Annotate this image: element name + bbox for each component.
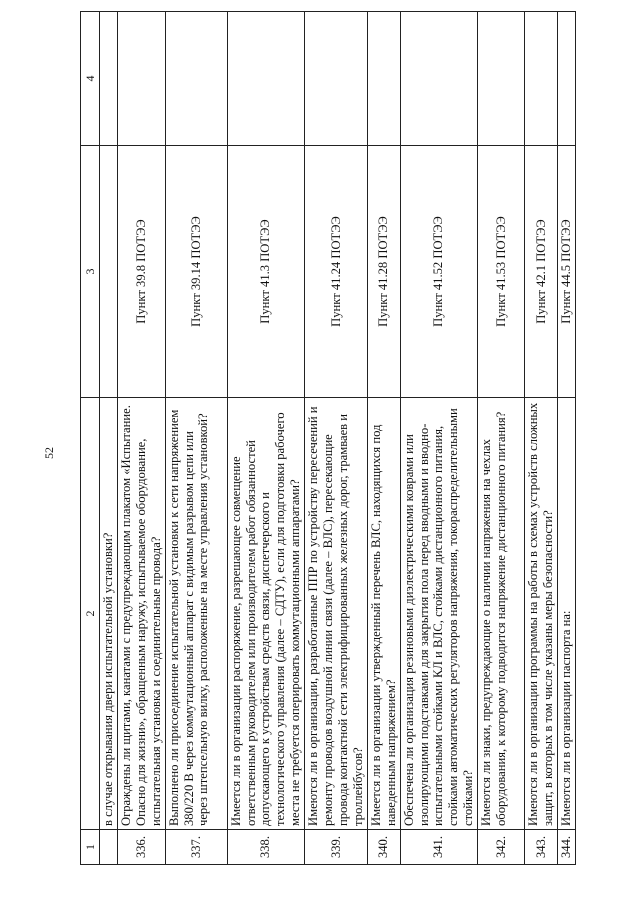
row-question: Имеется ли в организации утвержденный перечень ВЛС, находящихся под наведенным напряжением? — [367, 398, 400, 830]
row-number: 338. — [227, 830, 305, 865]
row-answer — [305, 12, 368, 146]
row-reference — [100, 146, 118, 398]
row-reference: Пункт 41.3 ПОТЭЭ — [227, 146, 305, 398]
row-question: Имеются ли в организации паспорта на: — [557, 398, 575, 830]
table-header-row — [81, 12, 100, 865]
row-question: Имеются ли в организации программы на работы в схемах устройств сложных защит, в которых в том числе указаны меры безопасности? — [525, 398, 558, 830]
row-question: в случае открывания двери испытательной установки? — [100, 398, 118, 830]
row-question: Имеется ли в организации распоряжение, разрешающее совмещение ответственным руководителем или производителем работ обязанностей допускающего к устройствам средств связи, диспетчерского и технологического управления (далее – СДТУ), если для подготовки рабочего места не требуется оперировать коммутационными аппаратами? — [227, 398, 305, 830]
row-reference: Пункт 42.1 ПОТЭЭ — [525, 146, 558, 398]
table-row — [227, 12, 305, 865]
row-answer — [227, 12, 305, 146]
row-question: Имеются ли в организации, разработанные ППР по устройству пересечений и ремонту проводов воздушной линии связи (далее – ВЛС), пересекающие провода контактной сети электрифицированных железных дорог, трамваев и троллейбусов? — [305, 398, 368, 830]
row-number: 342. — [478, 830, 525, 865]
header-col-2: 2 — [81, 398, 100, 830]
row-question: Обеспечена ли организация резиновыми диэлектрическими коврами или изолирующими подставками для закрытия пола перед вводными и вводно-испытательными стойками КЛ и ВЛС, стойками дистанционного питания, стойками автоматических регуляторов напряжения, токораспределительными стойками? — [400, 398, 478, 830]
row-answer — [100, 12, 118, 146]
row-answer — [557, 12, 575, 146]
row-reference: Пункт 44.5 ПОТЭЭ — [557, 146, 575, 398]
row-answer — [165, 12, 227, 146]
table-row — [100, 12, 118, 865]
row-number: 340. — [367, 830, 400, 865]
table-row — [478, 12, 525, 865]
row-question: Ограждены ли щитами, канатами с предупреждающим плакатом «Испытание. Опасно для жизни», обращенным наружу, испытываемое оборудование, испытательная установка и соединительные провода? — [117, 398, 165, 830]
row-reference: Пункт 41.28 ПОТЭЭ — [367, 146, 400, 398]
row-answer — [117, 12, 165, 146]
row-number: 339. — [305, 830, 368, 865]
row-answer — [525, 12, 558, 146]
row-number: 344. — [557, 830, 575, 865]
row-question: Имеются ли знаки, предупреждающие о наличии напряжения на чехлах оборудования, к которому подводится напряжение дистанционного питания? — [478, 398, 525, 830]
row-question: Выполнено ли присоединение испытательной установки к сети напряжением 380/220 В через коммутационный аппарат с видимым разрывом цепи или через штепсельную вилку, расположенные на месте управления установкой? — [165, 398, 227, 830]
row-number — [100, 830, 118, 865]
page-number: 52 — [42, 447, 56, 459]
header-col-1: 1 — [81, 830, 100, 865]
table-row — [117, 12, 165, 865]
table-row — [165, 12, 227, 865]
table-row — [305, 12, 368, 865]
checklist-table — [80, 11, 576, 865]
row-reference: Пункт 39.8 ПОТЭЭ — [117, 146, 165, 398]
table-row — [525, 12, 558, 865]
row-reference: Пункт 39.14 ПОТЭЭ — [165, 146, 227, 398]
row-reference: Пункт 41.53 ПОТЭЭ — [478, 146, 525, 398]
row-answer — [367, 12, 400, 146]
row-number: 341. — [400, 830, 478, 865]
header-col-3: 3 — [81, 146, 100, 398]
rotated-page-content — [80, 40, 620, 865]
row-reference: Пункт 41.52 ПОТЭЭ — [400, 146, 478, 398]
table-row — [367, 12, 400, 865]
row-number: 337. — [165, 830, 227, 865]
row-answer — [400, 12, 478, 146]
row-reference: Пункт 41.24 ПОТЭЭ — [305, 146, 368, 398]
row-number: 336. — [117, 830, 165, 865]
row-number: 343. — [525, 830, 558, 865]
table-row — [557, 12, 575, 865]
header-col-4: 4 — [81, 12, 100, 146]
table-row — [400, 12, 478, 865]
row-answer — [478, 12, 525, 146]
